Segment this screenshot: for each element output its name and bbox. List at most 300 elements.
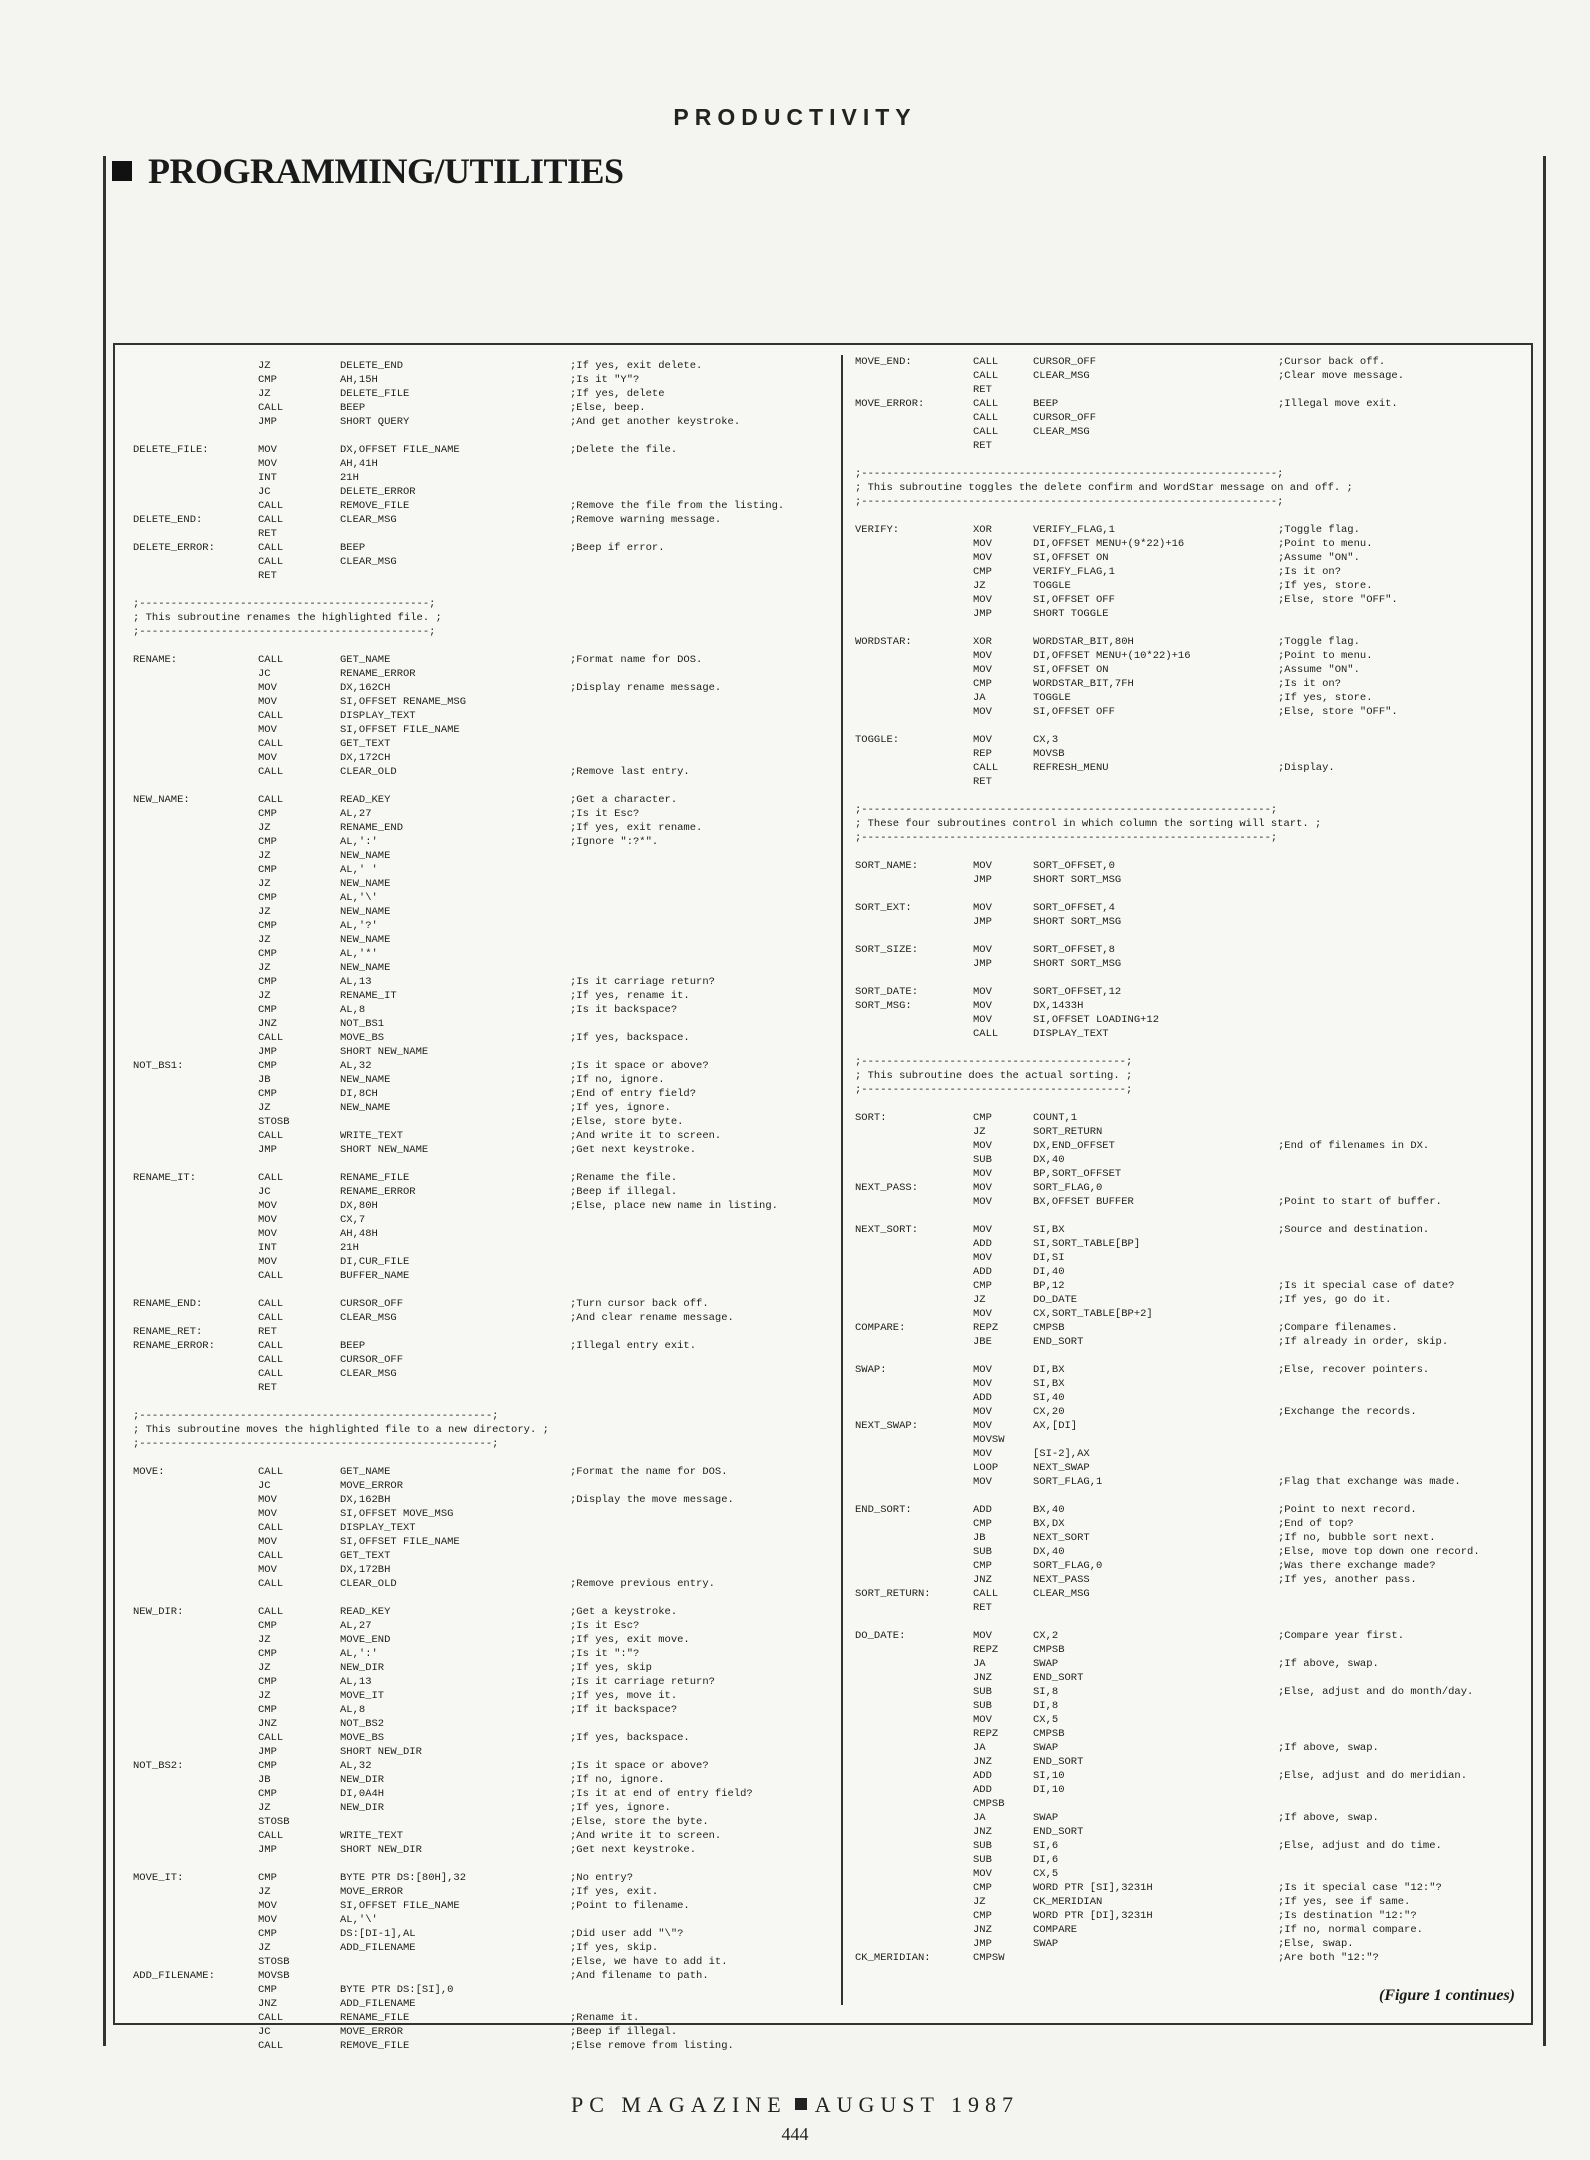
code-line bbox=[855, 1895, 1540, 1909]
code-opcode: JC bbox=[258, 1480, 271, 1492]
code-comment: ;Beep if error. bbox=[570, 542, 665, 554]
code-operand: SI,OFFSET FILE_NAME bbox=[340, 724, 460, 736]
blank-line bbox=[133, 1157, 833, 1171]
code-line bbox=[133, 1689, 833, 1703]
code-opcode: JNZ bbox=[258, 1998, 277, 2010]
code-label: MOVE_IT: bbox=[133, 1872, 184, 1884]
code-operand: NEW_NAME bbox=[340, 934, 391, 946]
code-opcode: JNZ bbox=[258, 1718, 277, 1730]
code-opcode: MOV bbox=[973, 1168, 992, 1180]
code-operand: AL,13 bbox=[340, 1676, 372, 1688]
code-opcode: CMPSB bbox=[973, 1798, 1005, 1810]
code-operand: RENAME_ERROR bbox=[340, 668, 416, 680]
code-line bbox=[855, 1153, 1540, 1167]
blank-line bbox=[133, 1591, 833, 1605]
code-line bbox=[855, 1125, 1540, 1139]
comment-box-line: ;----------------------------------------------; bbox=[133, 626, 436, 638]
code-line bbox=[855, 1909, 1540, 1923]
code-operand: CK_MERIDIAN bbox=[1033, 1896, 1103, 1908]
code-comment: ;Toggle flag. bbox=[1278, 636, 1360, 648]
code-label: RENAME_ERROR: bbox=[133, 1340, 215, 1352]
comment-box-line: ; This subroutine renames the highlighted file. ; bbox=[133, 612, 442, 624]
code-comment: ;Is it at end of entry field? bbox=[570, 1788, 753, 1800]
code-operand: CLEAR_MSG bbox=[340, 1368, 397, 1380]
code-comment: ;If yes, go do it. bbox=[1278, 1294, 1392, 1306]
code-line bbox=[855, 705, 1540, 719]
code-operand: SI,8 bbox=[1033, 1686, 1059, 1698]
code-line bbox=[133, 723, 833, 737]
code-opcode: CALL bbox=[258, 500, 284, 512]
code-line bbox=[133, 1759, 833, 1773]
code-opcode: MOV bbox=[973, 664, 992, 676]
code-comment: ;If yes, exit delete. bbox=[570, 360, 703, 372]
code-line bbox=[133, 1955, 833, 1969]
code-line bbox=[133, 1101, 833, 1115]
footer-date: AUGUST 1987 bbox=[814, 2092, 1020, 2117]
code-opcode: CALL bbox=[973, 398, 999, 410]
code-opcode: JZ bbox=[258, 1662, 271, 1674]
code-line bbox=[855, 1419, 1540, 1433]
code-operand: COMPARE bbox=[1033, 1924, 1078, 1936]
code-line bbox=[133, 443, 833, 457]
code-operand: CURSOR_OFF bbox=[340, 1354, 404, 1366]
code-line bbox=[133, 555, 833, 569]
code-line bbox=[133, 1605, 833, 1619]
code-opcode: CALL bbox=[258, 1312, 284, 1324]
code-opcode: JZ bbox=[258, 1942, 271, 1954]
code-operand: MOVE_ERROR bbox=[340, 2026, 404, 2038]
code-opcode: JB bbox=[973, 1532, 986, 1544]
code-line bbox=[133, 1129, 833, 1143]
code-line bbox=[133, 835, 833, 849]
code-operand: SHORT SORT_MSG bbox=[1033, 916, 1122, 928]
code-opcode: RET bbox=[258, 1326, 277, 1338]
code-line bbox=[133, 1339, 833, 1353]
code-operand: DELETE_END bbox=[340, 360, 404, 372]
code-line bbox=[133, 1619, 833, 1633]
code-operand: MOVE_END bbox=[340, 1634, 391, 1646]
code-line bbox=[133, 975, 833, 989]
code-line bbox=[855, 1139, 1540, 1153]
code-operand: AX,[DI] bbox=[1033, 1420, 1078, 1432]
code-label: MOVE_ERROR: bbox=[855, 398, 925, 410]
code-opcode: ADD bbox=[973, 1238, 992, 1250]
code-opcode: MOVSW bbox=[973, 1434, 1005, 1446]
code-opcode: CALL bbox=[258, 1522, 284, 1534]
code-line bbox=[855, 1783, 1540, 1797]
code-operand: END_SORT bbox=[1033, 1756, 1084, 1768]
code-opcode: INT bbox=[258, 1242, 277, 1254]
code-comment: ;Is it "Y"? bbox=[570, 374, 640, 386]
code-line bbox=[133, 919, 833, 933]
code-operand: NEW_NAME bbox=[340, 1102, 391, 1114]
code-opcode: CALL bbox=[258, 1606, 284, 1618]
code-line bbox=[855, 1643, 1540, 1657]
code-line bbox=[133, 751, 833, 765]
code-line bbox=[855, 1923, 1540, 1937]
code-operand: WRITE_TEXT bbox=[340, 1130, 404, 1142]
code-opcode: RET bbox=[973, 384, 992, 396]
code-comment: ;Point to filename. bbox=[570, 1900, 690, 1912]
code-operand: CURSOR_OFF bbox=[1033, 412, 1097, 424]
code-operand: BEEP bbox=[340, 402, 366, 414]
listing-right-column bbox=[841, 355, 1540, 2005]
code-operand: CX,7 bbox=[340, 1214, 366, 1226]
code-line bbox=[133, 1521, 833, 1535]
code-opcode: ADD bbox=[973, 1392, 992, 1404]
code-line bbox=[133, 2039, 833, 2053]
code-comment: ;And filename to path. bbox=[570, 1970, 709, 1982]
code-operand: AL,32 bbox=[340, 1060, 372, 1072]
code-operand: AL,' ' bbox=[340, 864, 378, 876]
blank-line bbox=[855, 719, 1540, 733]
code-line bbox=[133, 2025, 833, 2039]
code-opcode: CMP bbox=[973, 1910, 992, 1922]
code-operand: WORD PTR [DI],3231H bbox=[1033, 1910, 1153, 1922]
code-line bbox=[133, 1633, 833, 1647]
code-opcode: MOV bbox=[258, 724, 277, 736]
code-comment: ;Display rename message. bbox=[570, 682, 722, 694]
code-line bbox=[133, 793, 833, 807]
code-opcode: CMP bbox=[258, 1648, 277, 1660]
code-operand: DI,BX bbox=[1033, 1364, 1065, 1376]
code-line bbox=[855, 1377, 1540, 1391]
code-line bbox=[855, 1279, 1540, 1293]
code-operand: ADD_FILENAME bbox=[340, 1942, 416, 1954]
code-line bbox=[855, 411, 1540, 425]
code-operand: NEW_DIR bbox=[340, 1802, 385, 1814]
code-opcode: CALL bbox=[973, 426, 999, 438]
code-operand: CX,5 bbox=[1033, 1714, 1059, 1726]
code-opcode: CMP bbox=[258, 1060, 277, 1072]
code-opcode: JA bbox=[973, 1658, 986, 1670]
code-operand: VERIFY_FLAG,1 bbox=[1033, 524, 1115, 536]
code-opcode: MOV bbox=[973, 1196, 992, 1208]
code-opcode: JZ bbox=[258, 850, 271, 862]
code-opcode: CMP bbox=[258, 1620, 277, 1632]
code-operand: SI,OFFSET FILE_NAME bbox=[340, 1900, 460, 1912]
code-line bbox=[133, 1717, 833, 1731]
code-label: VERIFY: bbox=[855, 524, 900, 536]
code-operand: RENAME_IT bbox=[340, 990, 397, 1002]
code-line bbox=[855, 1629, 1540, 1643]
code-line bbox=[133, 1367, 833, 1381]
code-comment: ;Display the move message. bbox=[570, 1494, 734, 1506]
code-line bbox=[133, 1143, 833, 1157]
blank-line bbox=[133, 1283, 833, 1297]
comment-box-line: ;------------------------------------------; bbox=[855, 1056, 1133, 1068]
code-label: DELETE_END: bbox=[133, 514, 203, 526]
comment-box-line: ;------------------------------------------; bbox=[855, 1084, 1133, 1096]
code-line bbox=[855, 691, 1540, 705]
code-line bbox=[855, 1881, 1540, 1895]
code-line bbox=[133, 1941, 833, 1955]
code-comment: ;Turn cursor back off. bbox=[570, 1298, 709, 1310]
code-opcode: MOV bbox=[258, 682, 277, 694]
code-comment: ;Remove warning message. bbox=[570, 514, 722, 526]
code-comment: ;Remove last entry. bbox=[570, 766, 690, 778]
code-opcode: CALL bbox=[258, 1830, 284, 1842]
code-operand: NEW_NAME bbox=[340, 878, 391, 890]
code-opcode: JMP bbox=[973, 874, 992, 886]
code-operand: SORT_FLAG,1 bbox=[1033, 1476, 1103, 1488]
code-opcode: MOV bbox=[973, 1406, 992, 1418]
code-opcode: MOV bbox=[973, 552, 992, 564]
code-comment: ;Assume "ON". bbox=[1278, 552, 1360, 564]
code-line bbox=[133, 1745, 833, 1759]
code-line bbox=[133, 863, 833, 877]
code-line bbox=[855, 1699, 1540, 1713]
code-operand: SORT_OFFSET,12 bbox=[1033, 986, 1122, 998]
blank-line bbox=[855, 1489, 1540, 1503]
code-operand: DX,40 bbox=[1033, 1154, 1065, 1166]
comment-box-line: ; This subroutine does the actual sorting. ; bbox=[855, 1070, 1133, 1082]
code-operand: READ_KEY bbox=[340, 1606, 391, 1618]
right-margin-rule bbox=[1543, 156, 1546, 2046]
code-comment: ;Display. bbox=[1278, 762, 1335, 774]
code-comment: ;End of filenames in DX. bbox=[1278, 1140, 1430, 1152]
code-opcode: CALL bbox=[258, 1732, 284, 1744]
code-opcode: ADD bbox=[973, 1770, 992, 1782]
code-opcode: JB bbox=[258, 1774, 271, 1786]
code-comment: ;Else, adjust and do meridian. bbox=[1278, 1770, 1468, 1782]
code-operand: SI,10 bbox=[1033, 1770, 1065, 1782]
code-line bbox=[855, 1517, 1540, 1531]
code-operand: WRITE_TEXT bbox=[340, 1830, 404, 1842]
code-opcode: JNZ bbox=[973, 1826, 992, 1838]
code-line bbox=[855, 1657, 1540, 1671]
code-line bbox=[133, 1269, 833, 1283]
code-operand: CMPSB bbox=[1033, 1322, 1065, 1334]
code-line bbox=[855, 1825, 1540, 1839]
code-line bbox=[855, 1839, 1540, 1853]
code-operand: DISPLAY_TEXT bbox=[340, 710, 416, 722]
code-line bbox=[133, 905, 833, 919]
code-line bbox=[133, 947, 833, 961]
code-comment: ;Get next keystroke. bbox=[570, 1844, 697, 1856]
code-line bbox=[855, 1867, 1540, 1881]
code-line bbox=[133, 1493, 833, 1507]
code-line bbox=[133, 1661, 833, 1675]
code-opcode: SUB bbox=[973, 1700, 992, 1712]
code-label: MOVE_END: bbox=[855, 356, 912, 368]
code-line bbox=[133, 807, 833, 821]
code-comment: ;Ignore ":?*". bbox=[570, 836, 659, 848]
code-line bbox=[855, 1601, 1540, 1615]
code-comment: ;Beep if illegal. bbox=[570, 2026, 678, 2038]
code-operand: SHORT NEW_DIR bbox=[340, 1844, 422, 1856]
code-opcode: MOV bbox=[973, 1868, 992, 1880]
code-line bbox=[133, 1647, 833, 1661]
code-line bbox=[855, 1741, 1540, 1755]
code-label: DELETE_FILE: bbox=[133, 444, 209, 456]
code-line bbox=[133, 849, 833, 863]
code-line bbox=[855, 1251, 1540, 1265]
code-operand: CLEAR_OLD bbox=[340, 766, 397, 778]
code-line bbox=[855, 1769, 1540, 1783]
code-comment: ;Is it Esc? bbox=[570, 808, 640, 820]
comment-box-line: ; This subroutine moves the highlighted file to a new directory. ; bbox=[133, 1424, 549, 1436]
code-opcode: JZ bbox=[258, 934, 271, 946]
code-label: COMPARE: bbox=[855, 1322, 906, 1334]
code-line bbox=[855, 551, 1540, 565]
code-opcode: JZ bbox=[973, 580, 986, 592]
code-line bbox=[855, 761, 1540, 775]
code-comment: ;Point to menu. bbox=[1278, 538, 1373, 550]
code-operand: AL,':' bbox=[340, 1648, 378, 1660]
code-label: ADD_FILENAME: bbox=[133, 1970, 215, 1982]
code-opcode: MOV bbox=[973, 944, 992, 956]
code-line bbox=[855, 355, 1540, 369]
code-opcode: JMP bbox=[973, 608, 992, 620]
code-comment: ;Format the name for DOS. bbox=[570, 1466, 728, 1478]
code-operand: NOT_BS2 bbox=[340, 1718, 385, 1730]
code-line bbox=[133, 1871, 833, 1885]
code-opcode: JNZ bbox=[973, 1672, 992, 1684]
code-line bbox=[133, 485, 833, 499]
code-line bbox=[133, 471, 833, 485]
code-operand: AL,8 bbox=[340, 1004, 366, 1016]
code-line bbox=[133, 1815, 833, 1829]
code-opcode: JMP bbox=[973, 958, 992, 970]
code-line bbox=[133, 1003, 833, 1017]
code-line bbox=[855, 1531, 1540, 1545]
code-operand: 21H bbox=[340, 1242, 359, 1254]
code-operand: CLEAR_MSG bbox=[1033, 370, 1090, 382]
section-title-text: PROGRAMMING/UTILITIES bbox=[148, 151, 624, 191]
code-opcode: MOV bbox=[973, 650, 992, 662]
code-opcode: JBE bbox=[973, 1336, 992, 1348]
code-line bbox=[133, 891, 833, 905]
code-line bbox=[855, 397, 1540, 411]
code-opcode: CALL bbox=[258, 556, 284, 568]
code-line bbox=[855, 1587, 1540, 1601]
code-opcode: JMP bbox=[258, 1746, 277, 1758]
code-opcode: JZ bbox=[258, 990, 271, 1002]
code-line bbox=[855, 1727, 1540, 1741]
code-operand: SORT_OFFSET,0 bbox=[1033, 860, 1115, 872]
code-comment: ;Point to start of buffer. bbox=[1278, 1196, 1442, 1208]
code-operand: DI,6 bbox=[1033, 1854, 1059, 1866]
code-line bbox=[855, 1237, 1540, 1251]
code-comment: ;If above, swap. bbox=[1278, 1742, 1379, 1754]
code-opcode: JZ bbox=[258, 1102, 271, 1114]
code-comment: ;Flag that exchange was made. bbox=[1278, 1476, 1461, 1488]
left-margin-rule bbox=[103, 156, 106, 2046]
code-opcode: CALL bbox=[258, 1130, 284, 1142]
code-opcode: ADD bbox=[973, 1784, 992, 1796]
code-label: NEW_NAME: bbox=[133, 794, 190, 806]
code-comment: ;Is it special case of date? bbox=[1278, 1280, 1455, 1292]
code-operand: SHORT SORT_MSG bbox=[1033, 958, 1122, 970]
code-line bbox=[855, 677, 1540, 691]
code-opcode: JMP bbox=[258, 416, 277, 428]
code-line bbox=[855, 537, 1540, 551]
code-line bbox=[855, 425, 1540, 439]
code-opcode: JMP bbox=[258, 1046, 277, 1058]
code-opcode: JA bbox=[973, 1812, 986, 1824]
code-operand: CURSOR_OFF bbox=[1033, 356, 1097, 368]
code-operand: DISPLAY_TEXT bbox=[340, 1522, 416, 1534]
code-comment: ;If yes, backspace. bbox=[570, 1032, 690, 1044]
code-operand: NEXT_PASS bbox=[1033, 1574, 1090, 1586]
code-operand: CLEAR_MSG bbox=[340, 556, 397, 568]
code-line bbox=[133, 1997, 833, 2011]
code-comment: ;Illegal entry exit. bbox=[570, 1340, 697, 1352]
comment-box-line: ;------------------------------------------------------------------; bbox=[855, 468, 1284, 480]
code-operand: CX,2 bbox=[1033, 1630, 1059, 1642]
code-opcode: JZ bbox=[973, 1294, 986, 1306]
code-opcode: REPZ bbox=[973, 1644, 999, 1656]
code-operand: NEW_NAME bbox=[340, 962, 391, 974]
code-label: SWAP: bbox=[855, 1364, 887, 1376]
code-opcode: REP bbox=[973, 748, 992, 760]
code-opcode: CALL bbox=[258, 1354, 284, 1366]
blank-line bbox=[133, 1451, 833, 1465]
code-opcode: CALL bbox=[258, 1032, 284, 1044]
blank-line bbox=[855, 1041, 1540, 1055]
code-opcode: MOV bbox=[258, 1900, 277, 1912]
code-line bbox=[133, 1983, 833, 1997]
code-comment: ;If yes, skip bbox=[570, 1662, 652, 1674]
code-comment: ;Is it on? bbox=[1278, 678, 1342, 690]
footer-magazine: PC MAGAZINE bbox=[570, 2092, 787, 2117]
blank-line bbox=[855, 887, 1540, 901]
code-comment: ;Else, move top down one record. bbox=[1278, 1546, 1480, 1558]
code-operand: AH,48H bbox=[340, 1228, 378, 1240]
code-operand: DS:[DI-1],AL bbox=[340, 1928, 416, 1940]
code-opcode: JA bbox=[973, 692, 986, 704]
code-opcode: MOV bbox=[973, 902, 992, 914]
code-opcode: CMP bbox=[258, 948, 277, 960]
blank-line bbox=[855, 453, 1540, 467]
code-label: TOGGLE: bbox=[855, 734, 900, 746]
code-line bbox=[133, 1913, 833, 1927]
code-opcode: CALL bbox=[258, 766, 284, 778]
code-opcode: CMP bbox=[258, 1004, 277, 1016]
code-operand: AL,27 bbox=[340, 808, 372, 820]
code-operand: BYTE PTR DS:[SI],0 bbox=[340, 1984, 454, 1996]
code-label: WORDSTAR: bbox=[855, 636, 912, 648]
code-operand: MOVE_ERROR bbox=[340, 1480, 404, 1492]
code-opcode: CMPSW bbox=[973, 1952, 1005, 1964]
code-operand: AL,'?' bbox=[340, 920, 378, 932]
code-operand: DISPLAY_TEXT bbox=[1033, 1028, 1109, 1040]
code-operand: NEXT_SWAP bbox=[1033, 1462, 1090, 1474]
code-comment: ;If yes, another pass. bbox=[1278, 1574, 1417, 1586]
code-line bbox=[133, 1227, 833, 1241]
code-comment: ;Else, store byte. bbox=[570, 1116, 684, 1128]
code-opcode: CMP bbox=[258, 892, 277, 904]
code-line bbox=[133, 457, 833, 471]
code-operand: ADD_FILENAME bbox=[340, 1998, 416, 2010]
code-comment: ;If yes, exit. bbox=[570, 1886, 659, 1898]
code-opcode: CMP bbox=[258, 1704, 277, 1716]
code-operand: SHORT QUERY bbox=[340, 416, 410, 428]
code-comment: ;Did user add "\"? bbox=[570, 1928, 684, 1940]
code-line bbox=[855, 579, 1540, 593]
code-label: MOVE: bbox=[133, 1466, 165, 1478]
code-line bbox=[133, 1213, 833, 1227]
page-number: 444 bbox=[781, 2124, 809, 2144]
code-comment: ;End of entry field? bbox=[570, 1088, 697, 1100]
code-operand: SORT_OFFSET,4 bbox=[1033, 902, 1115, 914]
code-comment: ;If yes, ignore. bbox=[570, 1802, 671, 1814]
code-line bbox=[133, 821, 833, 835]
code-opcode: MOV bbox=[973, 1308, 992, 1320]
code-operand: AL,13 bbox=[340, 976, 372, 988]
code-line bbox=[855, 1545, 1540, 1559]
